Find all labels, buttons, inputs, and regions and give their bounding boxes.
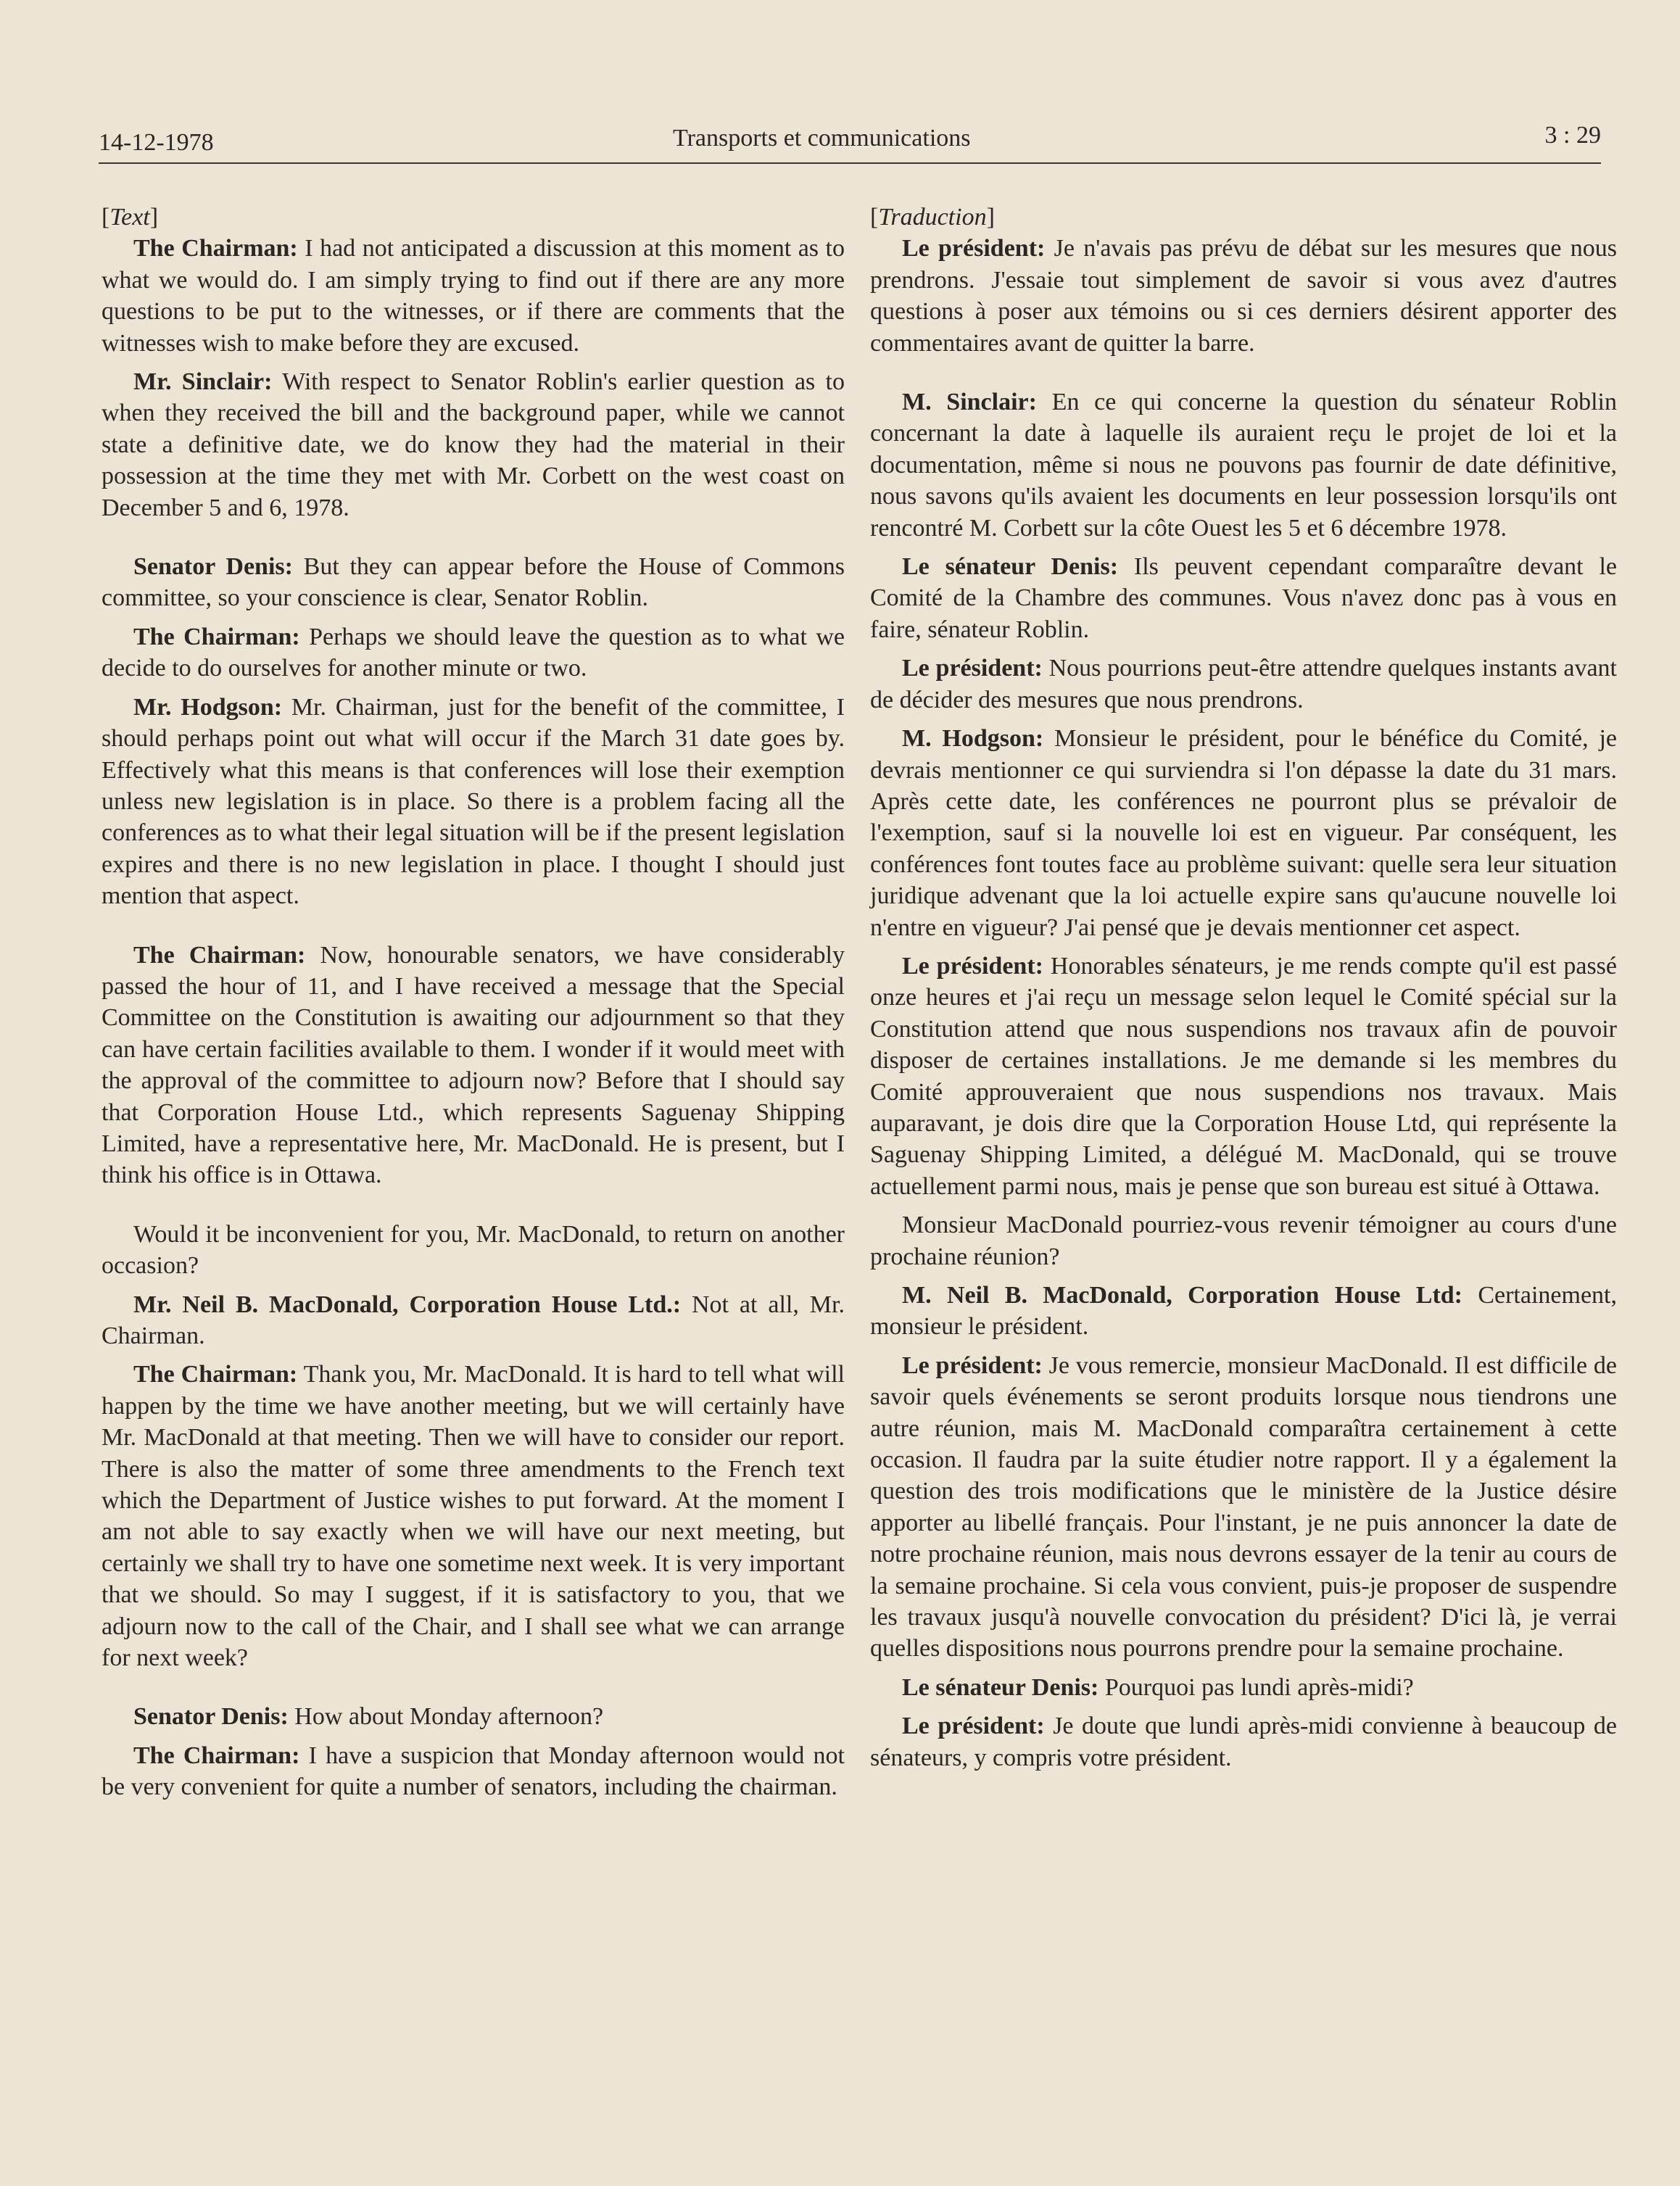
speech-text: Ils peuvent cependant comparaître devant le Comité de la Chambre des communes. Vous n'avez donc pas à vous en faire, sénateur Roblin. — [870, 553, 1617, 643]
french-paragraph — [870, 1710, 1617, 1773]
speaker-name: M. Neil B. MacDonald, Corporation House Ltd: — [902, 1282, 1463, 1309]
english-paragraph — [102, 621, 845, 684]
english-paragraph — [102, 1289, 845, 1352]
speaker-name: The Chairman: — [133, 1742, 300, 1769]
english-paragraph — [102, 692, 845, 912]
english-tag-text: Text — [109, 204, 150, 231]
english-paragraph — [102, 940, 845, 1191]
speaker-name: Le président: — [902, 952, 1043, 980]
english-paragraph — [102, 1219, 845, 1282]
speech-text: Thank you, Mr. MacDonald. It is hard to tell what will happen by the time we have another meeting, but we will certainly have Mr. MacDonald at that meeting. Then we will have to consider our report. There is also the matter of some three amendments to the French text which the Department of Justice wishes to put forward. At the moment I am not able to say exactly when we will have our next meeting, but certainly we shall try to have one sometime next week. It is very important that we should. So may I suggest, if it is satisfactory to you, that we adjourn now to the call of the Chair, and I shall see what we can arrange for next week? — [102, 1361, 845, 1672]
english-paragraph — [102, 1740, 845, 1803]
header-title: Transports et communications — [673, 125, 971, 152]
french-paragraph — [870, 233, 1617, 359]
english-paragraph — [102, 366, 845, 523]
english-tag: [Text] — [102, 204, 159, 231]
speaker-name: The Chairman: — [133, 623, 300, 650]
english-paragraph — [102, 233, 845, 359]
french-paragraph — [870, 386, 1617, 544]
speaker-name: Senator Denis: — [133, 1703, 289, 1731]
speech-text: How about Monday afternoon? — [288, 1703, 604, 1731]
speaker-name: The Chairman: — [133, 235, 298, 262]
speech-text: Certainement, monsieur le président. — [870, 1282, 1617, 1341]
speech-text: I have a suspicion that Monday afternoon would not be very convenient for quite a number of senators, including the chairman. — [102, 1742, 845, 1801]
english-paragraph — [102, 551, 845, 614]
french-paragraph — [870, 951, 1617, 1202]
speech-text: Perhaps we should leave the question as to what we decide to do ourselves for another minute or two. — [102, 623, 845, 682]
english-paragraph — [102, 1359, 845, 1673]
speaker-name: Mr. Hodgson: — [133, 693, 283, 721]
french-paragraph — [870, 723, 1617, 943]
speaker-name: The Chairman: — [133, 1361, 298, 1388]
speaker-name: The Chairman: — [133, 941, 306, 969]
speech-text: Je n'avais pas prévu de débat sur les mesures que nous prendrons. J'essaie tout simplement de savoir si vous avez d'autres questions à poser aux témoins ou si ces derniers désirent apporter des commentaires avant de quitter la barre. — [870, 235, 1618, 357]
french-tag: [Traduction] — [870, 204, 995, 231]
speech-text: Monsieur MacDonald pourriez-vous revenir témoigner au cours d'une prochaine réunion? — [870, 1212, 1617, 1270]
speaker-name: Mr. Sinclair: — [133, 368, 273, 396]
speaker-name: Mr. Neil B. MacDonald, Corporation House Ltd.: — [133, 1291, 682, 1318]
speech-text: Pourquoi pas lundi après-midi? — [1098, 1673, 1414, 1701]
french-paragraph — [870, 653, 1617, 716]
speaker-name: Le président: — [902, 235, 1046, 262]
speech-text: Nous pourrions peut-être attendre quelques instants avant de décider des mesures que nous prendrons. — [870, 655, 1617, 713]
french-tag-text: Traduction — [878, 204, 987, 231]
speech-text: Je doute que lundi après-midi convienne à beaucoup de sénateurs, y compris votre président. — [870, 1713, 1617, 1771]
header-date: 14-12-1978 — [99, 129, 214, 156]
speaker-name: Le président: — [902, 1351, 1043, 1379]
speaker-name: Le sénateur Denis: — [902, 1673, 1099, 1701]
speaker-name: Le sénateur Denis: — [902, 553, 1119, 581]
speech-text: Would it be inconvenient for you, Mr. MacDonald, to return on another occasion? — [102, 1220, 845, 1280]
english-column — [102, 202, 845, 1803]
running-header — [99, 122, 1601, 165]
speech-text: But they can appear before the House of Commons committee, so your conscience is clear, Senator Roblin. — [102, 553, 845, 612]
speaker-name: Senator Denis: — [133, 553, 293, 581]
speech-text: With respect to Senator Roblin's earlier question as to when they received the bill and the background paper, while we cannot state a definitive date, we do know they had the material in their possession at the time they met with Mr. Corbett on the west coast on December 5 and 6, 1978. — [102, 368, 845, 521]
speech-text: Je vous remercie, monsieur MacDonald. Il est difficile de savoir quels événements se seront produits lorsque nous tiendrons une autre réunion, mais M. MacDonald comparaîtra certainement à cette occasion. Il faudra par la suite étudier notre rapport. Il y a également la question des trois modifications que le ministère de la Justice désire apporter au libellé français. Pour l'instant, je ne puis annoncer la date de notre prochaine réunion, mais nous devrons essayer de la tenir au cours de la semaine prochaine. Si cela vous convient, puis-je proposer de suspendre les travaux jusqu'à nouvelle convocation du président? D'ici là, je verrai quelles dispositions nous pourrons prendre pour la semaine prochaine. — [870, 1351, 1617, 1663]
french-paragraph — [870, 1209, 1617, 1272]
french-paragraph — [870, 1280, 1617, 1343]
speaker-name: M. Hodgson: — [902, 725, 1044, 753]
speaker-name: Le président: — [902, 1713, 1045, 1740]
speech-text: Mr. Chairman, just for the benefit of the committee, I should perhaps point out what will occur if the March 31 date goes by. Effectively what this means is that conferences will lose their exemption unless new legislation is in place. So there is a problem facing all the conferences as to what their legal situation will be if the present legislation expires and there is no new legislation in place. I thought I should just mention that aspect. — [102, 693, 845, 910]
speaker-name: Le président: — [902, 655, 1043, 682]
french-paragraph — [870, 1672, 1617, 1703]
french-column — [870, 202, 1617, 1773]
speaker-name: M. Sinclair: — [902, 389, 1037, 416]
french-paragraph — [870, 551, 1617, 645]
speech-text: Now, honourable senators, we have considerably passed the hour of 11, and I have received a message that the Special Committee on the Constitution is awaiting our adjournment so that they can have certain facilities available to them. I wonder if it would meet with the approval of the committee to adjourn now? Before that I should say that Corporation House Ltd., which represents Saguenay Shipping Limited, have a representative here, Mr. MacDonald. He is present, but I think his office is in Ottawa. — [102, 941, 845, 1189]
speech-text: En ce qui concerne la question du sénateur Roblin concernant la date à laquelle ils auraient reçu le projet de loi et la documentation, même si nous ne pouvons pas fournir de date définitive, nous savons qu'ils avaient les documents en leur possession lorsqu'ils ont rencontré M. Corbett sur la côte Ouest les 5 et 6 décembre 1978. — [870, 389, 1617, 542]
speech-text: Monsieur le président, pour le bénéfice du Comité, je devrais mentionner ce qui surviendra si l'on dépasse la date du 31 mars. Après cette date, les conférences ne pourront plus se prévaloir de l'exemption, sauf si la nouvelle loi est en vigueur. Par conséquent, les conférences font toutes face au problème suivant: quelle sera leur situation juridique advenant que la loi actuelle expire sans qu'aucune nouvelle loi n'entre en vigueur? J'ai pensé que je devais mentionner cet aspect. — [870, 725, 1617, 941]
french-paragraph — [870, 1350, 1617, 1665]
speech-text: I had not anticipated a discussion at this moment as to what we would do. I am simply trying to find out if there are any more questions to be put to the witnesses, or if there are comments that the witnesses wish to make before they are excused. — [102, 235, 845, 357]
speech-text: Not at all, Mr. Chairman. — [102, 1291, 845, 1349]
header-page-number: 3 : 29 — [1544, 122, 1601, 149]
speech-text: Honorables sénateurs, je me rends compte qu'il est passé onze heures et j'ai reçu un message selon lequel le Comité spécial sur la Constitution attend que nous suspendions nos travaux afin de pouvoir disposer de certaines installations. Je me demande si les membres du Comité approuveraient que nous suspendions nos travaux. Mais auparavant, je dois dire que la Corporation House Ltd, qui représente la Saguenay Shipping Limited, a délégué M. MacDonald, qui se trouve actuellement parmi nous, mais je pense que son bureau est situé à Ottawa. — [870, 952, 1618, 1200]
header-rule — [99, 162, 1601, 164]
english-paragraph — [102, 1701, 845, 1732]
